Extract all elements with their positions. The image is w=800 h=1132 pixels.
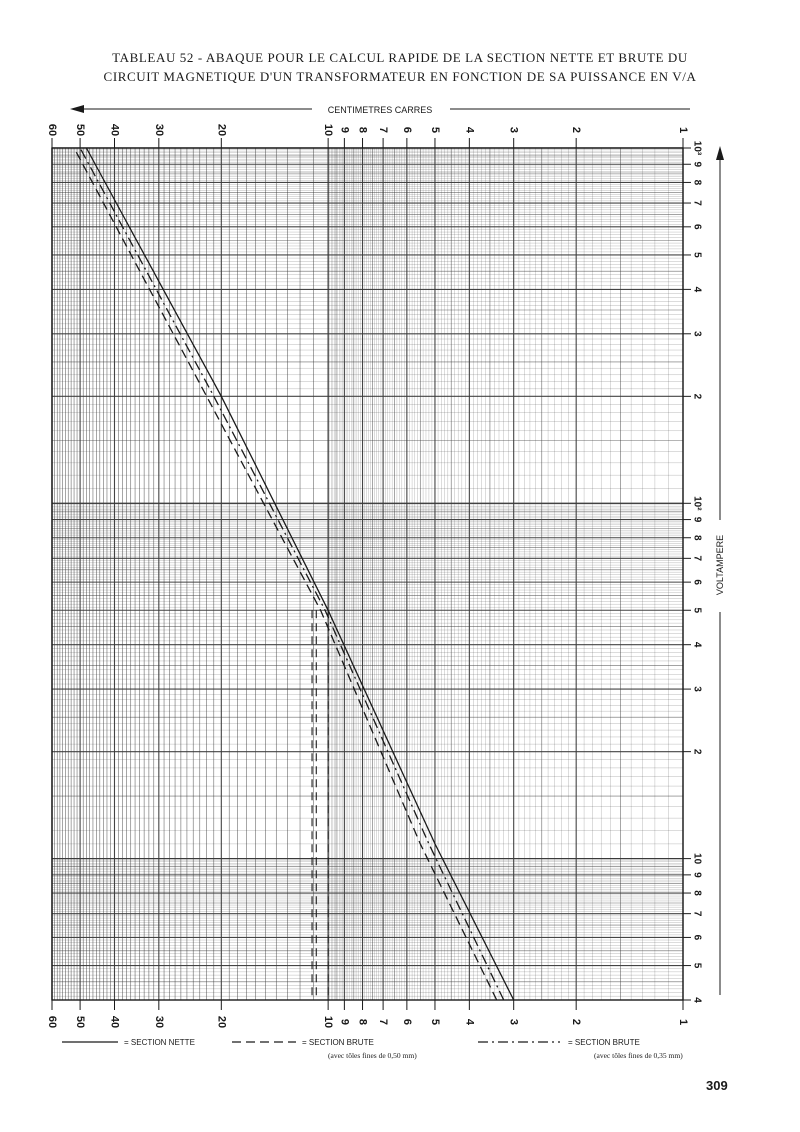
y-tick-label: 9: [691, 872, 703, 878]
y-tick-label: 8: [691, 890, 703, 896]
page-number: 309: [706, 1078, 728, 1093]
x-tick-label-top: 20: [215, 123, 228, 137]
x-tick-label-bottom: 20: [215, 1015, 228, 1029]
x-tick-label-top: 9: [338, 126, 351, 134]
x-tick-label-bottom: 5: [428, 1018, 441, 1026]
y-axis-title: VOLTAMPERE: [715, 534, 725, 596]
x-tick-label-bottom: 6: [400, 1018, 413, 1026]
x-tick-label-bottom: 1: [677, 1018, 689, 1026]
y-tick-label: 2: [691, 393, 703, 400]
y-tick-label: 6: [691, 224, 703, 230]
x-tick-label-top: 7: [377, 126, 390, 134]
y-tick-label: 7: [691, 200, 703, 206]
y-tick-label: 8: [691, 534, 703, 541]
x-tick-label-top: 6: [400, 126, 413, 134]
y-tick-label: 5: [691, 252, 703, 258]
x-tick-label-top: 5: [428, 126, 441, 134]
x-tick-label-bottom: 50: [74, 1015, 87, 1029]
x-tick-label-top: 2: [570, 126, 583, 134]
y-tick-label: 9: [691, 516, 703, 523]
y-tick-label: 8: [691, 179, 703, 186]
y-tick-label: 10: [691, 853, 703, 865]
x-tick-label-bottom: 40: [108, 1015, 121, 1029]
x-tick-label-top: 3: [507, 126, 520, 134]
x-tick-label-top: 1: [677, 126, 689, 134]
y-tick-label: 10²: [691, 496, 703, 511]
x-tick-label-bottom: 30: [152, 1015, 165, 1029]
legend-label: = SECTION BRUTE: [568, 1038, 640, 1047]
x-tick-label-top: 10: [322, 123, 335, 137]
legend-note: (avec tôles fines de 0,50 mm): [328, 1051, 417, 1060]
x-tick-label-bottom: 7: [377, 1018, 390, 1026]
y-tick-label: 5: [691, 962, 703, 969]
y-tick-label: 7: [691, 910, 703, 917]
y-tick-label: 6: [691, 579, 703, 585]
y-tick-label: 3: [691, 331, 703, 337]
x-tick-label-bottom: 10: [322, 1015, 335, 1029]
left-arrow-icon: [70, 105, 84, 113]
x-tick-label-top: 30: [152, 123, 165, 137]
x-tick-label-top: 50: [74, 123, 87, 137]
x-tick-label-top: 8: [356, 126, 369, 134]
x-tick-label-bottom: 60: [46, 1015, 58, 1029]
up-arrow-icon: [716, 146, 724, 160]
x-tick-label-bottom: 3: [507, 1018, 520, 1026]
y-tick-label: 4: [691, 286, 703, 293]
y-tick-label: 7: [691, 555, 703, 562]
y-tick-label: 4: [691, 641, 703, 648]
y-tick-label: 2: [691, 748, 703, 755]
x-tick-label-bottom: 8: [356, 1018, 369, 1026]
y-tick-label: 5: [691, 607, 703, 614]
x-tick-label-bottom: 4: [463, 1018, 476, 1026]
y-tick-label: 6: [691, 934, 703, 941]
series-line-dashed: [74, 148, 497, 1000]
legend-label: = SECTION BRUTE: [302, 1038, 374, 1047]
x-tick-label-bottom: 9: [338, 1018, 351, 1026]
y-tick-label: 9: [691, 161, 703, 168]
chart-title-line1: TABLEAU 52 - ABAQUE POUR LE CALCUL RAPIDE DE LA SECTION NETTE ET BRUTE DU: [112, 50, 688, 65]
plot-frame: [52, 148, 683, 1000]
x-axis-title: CENTIMETRES CARRES: [327, 105, 433, 115]
x-tick-label-bottom: 2: [570, 1018, 583, 1026]
legend-note: (avec tôles fines de 0,35 mm): [594, 1051, 683, 1060]
legend-label: = SECTION NETTE: [124, 1038, 195, 1047]
y-tick-label: 10³: [691, 140, 703, 156]
x-tick-label-top: 60: [46, 123, 58, 137]
x-tick-label-top: 4: [463, 126, 476, 134]
x-tick-label-top: 40: [108, 123, 121, 137]
y-tick-label: 3: [691, 686, 703, 692]
series-line-dashdot: [80, 148, 504, 1000]
y-tick-label: 4: [691, 997, 703, 1003]
chart-title-line2: CIRCUIT MAGNETIQUE D'UN TRANSFORMATEUR EN FONCTION DE SA PUISSANCE EN V/A: [103, 69, 697, 84]
